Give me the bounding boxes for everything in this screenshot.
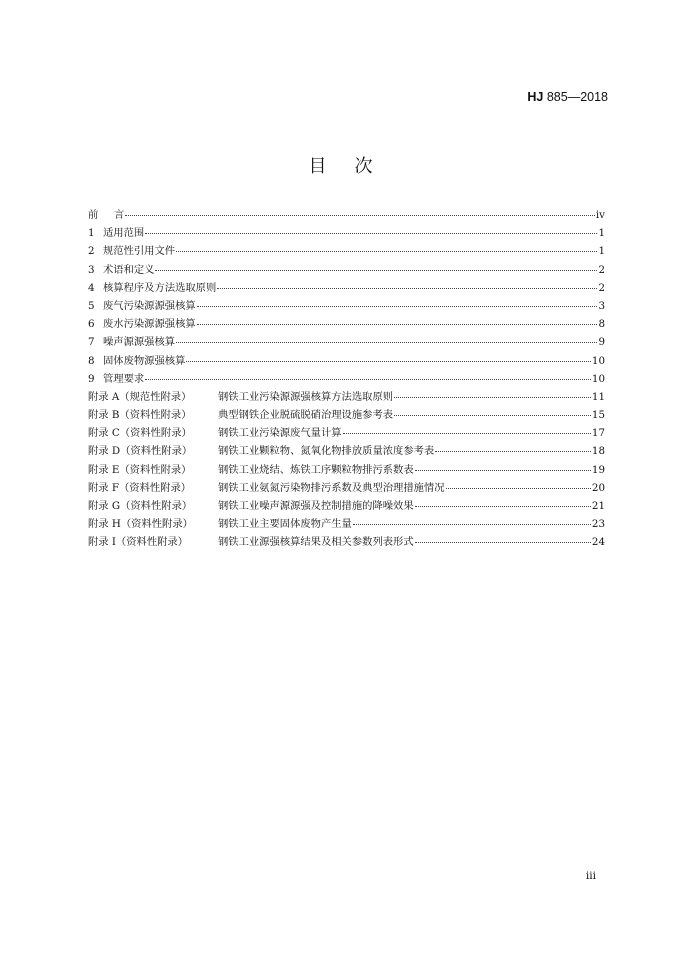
toc-entry[interactable] (88, 224, 605, 242)
toc-entry-number: 6 (88, 318, 95, 331)
toc-entry-number: 附录 G（资料性附录） (88, 500, 193, 512)
toc-dot-leader (415, 542, 591, 543)
toc-dot-leader (176, 342, 597, 343)
toc-entry-label: 管理要求 (103, 372, 145, 385)
toc-dot-leader (343, 433, 591, 434)
toc-entry[interactable] (88, 515, 605, 533)
toc-dot-leader (217, 288, 597, 289)
toc-entry-label: 典型钢铁企业脱硫脱硝治理设施参考表 (218, 409, 394, 422)
toc-entry[interactable] (88, 461, 605, 479)
toc-entry-label: 规范性引用文件 (103, 245, 176, 258)
table-of-contents (88, 206, 605, 552)
toc-dot-leader (176, 251, 597, 252)
toc-entry[interactable] (88, 315, 605, 333)
toc-entry-number: 9 (88, 372, 95, 385)
toc-dot-leader (353, 524, 591, 525)
toc-entry-number: 附录 C（资料性附录） (88, 427, 192, 440)
toc-entry-number: 2 (88, 245, 95, 258)
document-code (527, 90, 608, 104)
toc-entry-label: 废水污染源源强核算 (103, 318, 196, 331)
toc-dot-leader (197, 324, 598, 325)
toc-dot-leader (415, 470, 591, 471)
toc-entry-page: 18 (591, 445, 605, 458)
toc-dot-leader (394, 397, 591, 398)
toc-entry[interactable] (88, 333, 605, 351)
toc-entry-page: 21 (591, 500, 605, 512)
toc-entry-page: 8 (598, 318, 605, 331)
toc-entry[interactable] (88, 352, 605, 370)
toc-entry-number: 1 (88, 227, 95, 240)
toc-entry-label: 言 (114, 209, 125, 221)
toc-entry-page: 20 (591, 481, 605, 494)
toc-entry-label: 钢铁工业烧结、炼铁工序颗粒物排污系数表 (218, 463, 414, 476)
toc-entry[interactable] (88, 442, 605, 460)
toc-entry[interactable] (88, 242, 605, 260)
code-prefix: HJ (527, 90, 544, 104)
toc-entry-number: 附录 D（资料性附录） (88, 445, 193, 458)
toc-entry-page: 9 (598, 336, 605, 349)
toc-dot-leader (145, 233, 597, 234)
toc-entry-number: 附录 A（规范性附录） (88, 390, 192, 403)
toc-entry-page: 15 (591, 409, 605, 422)
toc-entry-label: 废气污染源源强核算 (103, 299, 196, 312)
toc-entry-label: 固体废物源强核算 (103, 354, 186, 367)
toc-dot-leader (186, 361, 591, 362)
toc-entry-number: 附录 E（资料性附录） (88, 463, 192, 476)
toc-entry-label: 钢铁工业主要固体废物产生量 (218, 518, 352, 531)
toc-entry-page: 3 (598, 299, 605, 312)
toc-entry-number: 附录 I（资料性附录） (88, 536, 189, 549)
toc-entry[interactable] (88, 497, 605, 515)
toc-entry-page: 24 (591, 536, 605, 549)
toc-entry-number: 附录 B（资料性附录） (88, 409, 192, 422)
toc-entry-page: 10 (591, 354, 605, 367)
toc-dot-leader (415, 506, 591, 507)
toc-entry-label: 钢铁工业噪声源源强及控制措施的降噪效果 (218, 500, 414, 512)
toc-entry-label: 钢铁工业污染源废气量计算 (218, 427, 342, 440)
toc-entry-label: 钢铁工业污染源源强核算方法选取原则 (218, 390, 394, 403)
toc-entry-page: 17 (591, 427, 605, 440)
toc-entry[interactable] (88, 370, 605, 388)
toc-entry-page: 1 (598, 227, 605, 240)
toc-entry-number: 5 (88, 299, 95, 312)
toc-entry-label: 适用范围 (103, 227, 145, 240)
toc-entry-page: 19 (591, 463, 605, 476)
toc-entry-label: 噪声源源强核算 (103, 336, 176, 349)
toc-entry-label: 钢铁工业氨氮污染物排污系数及典型治理措施情况 (218, 481, 445, 494)
toc-entry-page: iv (595, 209, 605, 221)
toc-entry-page: 2 (598, 263, 605, 276)
toc-dot-leader (197, 306, 598, 307)
toc-entry-page: 10 (591, 372, 605, 385)
toc-entry-label: 钢铁工业源强核算结果及相关参数列表形式 (218, 536, 414, 549)
toc-dot-leader (435, 451, 591, 452)
toc-entry-number: 3 (88, 263, 95, 276)
toc-entry-label: 术语和定义 (103, 263, 155, 276)
toc-entry[interactable] (88, 206, 605, 224)
toc-entry[interactable] (88, 479, 605, 497)
toc-dot-leader (145, 379, 591, 380)
toc-entry-label: 钢铁工业颗粒物、氮氧化物排放质量浓度参考表 (218, 445, 435, 458)
toc-dot-leader (125, 215, 595, 216)
toc-entry-page: 11 (591, 390, 605, 403)
toc-entry-number: 7 (88, 336, 95, 349)
toc-entry-number: 附录 F（资料性附录） (88, 481, 192, 494)
toc-entry[interactable] (88, 424, 605, 442)
toc-entry[interactable] (88, 297, 605, 315)
toc-entry-number: 前 (88, 209, 99, 221)
code-suffix: 885—2018 (543, 90, 608, 104)
toc-entry-page: 23 (591, 518, 605, 531)
toc-entry-page: 2 (598, 281, 605, 294)
toc-entry[interactable] (88, 261, 605, 279)
toc-entry[interactable] (88, 388, 605, 406)
toc-entry-number: 附录 H（资料性附录） (88, 518, 193, 531)
toc-entry-number: 8 (88, 354, 95, 367)
toc-entry[interactable] (88, 533, 605, 551)
toc-entry[interactable] (88, 279, 605, 297)
toc-entry-page: 1 (598, 245, 605, 258)
toc-dot-leader (394, 415, 591, 416)
toc-dot-leader (155, 270, 597, 271)
toc-entry-number: 4 (88, 281, 95, 294)
toc-entry-label: 核算程序及方法选取原则 (103, 281, 217, 294)
page-number: iii (585, 870, 596, 882)
toc-title: 目次 (308, 156, 401, 177)
toc-dot-leader (446, 488, 591, 489)
toc-entry[interactable] (88, 406, 605, 424)
